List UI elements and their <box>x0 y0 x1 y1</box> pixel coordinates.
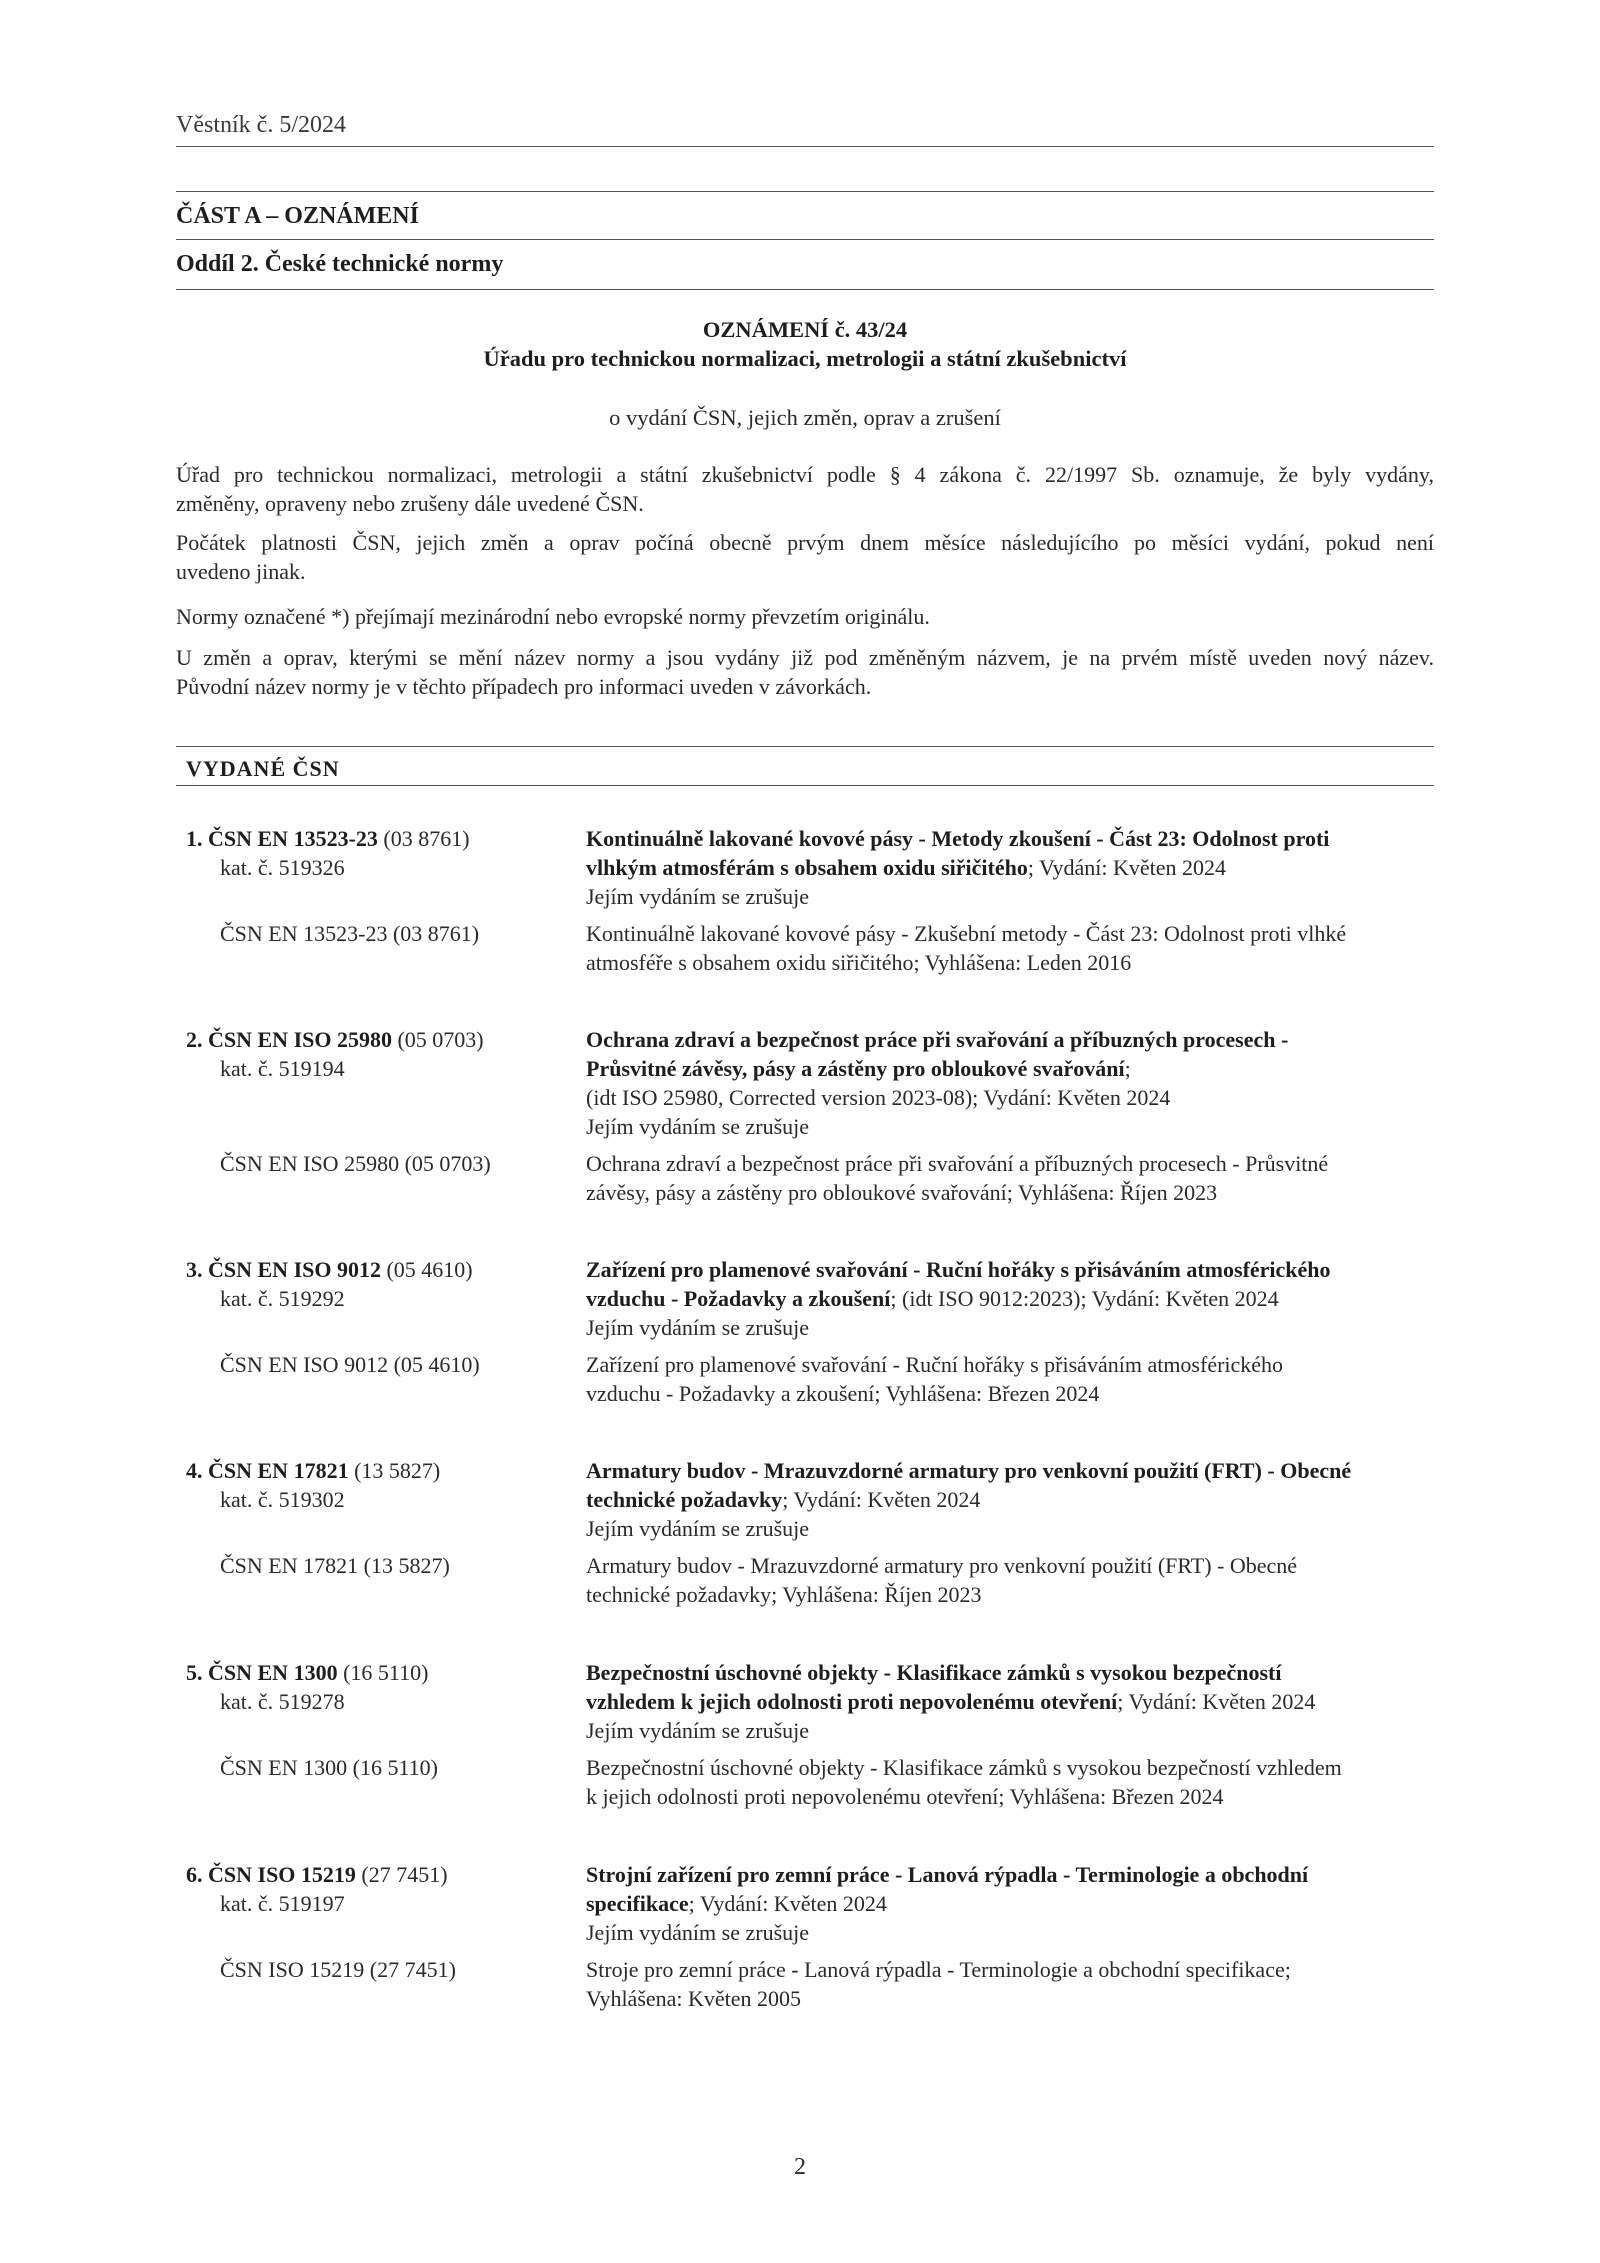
standard-title: vzduchu - Požadavky a zkoušení <box>586 1286 891 1311</box>
replaced-standard-details <box>586 1955 1434 2013</box>
standard-details <box>586 1025 1434 1141</box>
standard-number-line <box>186 1860 576 1889</box>
replaced-standard-details <box>586 1551 1434 1609</box>
cancellation-note: Jejím vydáním se zrušuje <box>586 1516 810 1541</box>
standard-title: Kontinuálně lakované kovové pásy - Metody zkoušení - Část 23: Odolnost proti <box>586 826 1330 851</box>
replaced-standard-id: ČSN EN 17821 (13 5827) <box>220 1553 450 1578</box>
announcement-authority: Úřadu pro technickou normalizaci, metrologii a státní zkušebnictví <box>483 346 1127 371</box>
replaced-standard-id: ČSN ISO 15219 (27 7451) <box>220 1957 456 1982</box>
cancellation-note: Jejím vydáním se zrušuje <box>586 1114 810 1139</box>
issue-info: ; Vydání: Květen 2024 <box>1027 855 1227 880</box>
standard-title: vzhledem k jejich odolnosti proti nepovolenému otevření <box>586 1689 1118 1714</box>
standard-id <box>186 1658 576 1716</box>
title-line <box>586 1860 1434 1889</box>
standard-number: 3. ČSN EN ISO 9012 <box>186 1257 381 1282</box>
standard-details <box>586 1255 1434 1342</box>
title-line <box>586 1255 1434 1284</box>
replaced-title-line: technické požadavky; Vyhlášena: Říjen 2023 <box>586 1582 982 1607</box>
paragraph-line: uvedeno jinak. <box>176 559 306 584</box>
standard-number: 1. ČSN EN 13523-23 <box>186 826 378 851</box>
replaced-standard-details <box>586 1149 1434 1207</box>
issue-info: (idt ISO 25980, Corrected version 2023-08); Vydání: Květen 2024 <box>586 1085 1171 1110</box>
title-line <box>586 1284 1434 1313</box>
replaced-title-line: Zařízení pro plamenové svařování - Ruční hořáky s přisáváním atmosférického <box>586 1352 1284 1377</box>
divider <box>176 785 1434 786</box>
replaced-title-line: k jejich odolnosti proti nepovolenému otevření; Vyhlášena: Březen 2024 <box>586 1784 1224 1809</box>
standard-number: 4. ČSN EN 17821 <box>186 1458 349 1483</box>
cancellation-note: Jejím vydáním se zrušuje <box>586 1315 810 1340</box>
replaced-standard-details <box>586 919 1434 977</box>
title-line <box>586 1687 1434 1716</box>
paragraph-line: U změn a oprav, kterými se mění název normy a jsou vydány již pod změněným názvem, je na prvém místě uveden nový název. <box>176 645 1434 670</box>
page-number: 2 <box>794 2154 806 2180</box>
standard-code: (05 0703) <box>391 1027 484 1052</box>
announcement-subject: o vydání ČSN, jejich změn, oprav a zrušení <box>609 405 1001 430</box>
standard-number-line <box>186 1255 576 1284</box>
catalog-number: kat. č. 519326 <box>220 855 345 880</box>
replaced-standard-details <box>586 1350 1434 1408</box>
cancellation-note: Jejím vydáním se zrušuje <box>586 1920 810 1945</box>
replaced-title-line: Stroje pro zemní práce - Lanová rýpadla - Terminologie a obchodní specifikace; <box>586 1957 1291 1982</box>
standard-code: (03 8761) <box>377 826 470 851</box>
replaced-title-line: Kontinuálně lakované kovové pásy - Zkušební metody - Část 23: Odolnost proti vlhké <box>586 921 1347 946</box>
issue-info: ; <box>1124 1056 1131 1081</box>
header-rule <box>176 146 1434 147</box>
standard-details <box>586 1456 1434 1543</box>
cancellation-note: Jejím vydáním se zrušuje <box>586 884 810 909</box>
intro-paragraph <box>176 602 1434 631</box>
announcement-number: OZNÁMENÍ č. 43/24 <box>702 317 908 342</box>
standard-details <box>586 1658 1434 1745</box>
issue-info: ; (idt ISO 9012:2023); Vydání: Květen 2024 <box>890 1286 1279 1311</box>
divider <box>176 191 1434 192</box>
standard-title: Bezpečnostní úschovné objekty - Klasifikace zámků s vysokou bezpečností <box>586 1660 1282 1685</box>
replaced-standard-id: ČSN EN 1300 (16 5110) <box>220 1755 438 1780</box>
standard-code: (16 5110) <box>337 1660 429 1685</box>
standard-id <box>186 1025 576 1083</box>
replaced-title-line: Armatury budov - Mrazuvzdorné armatury pro venkovní použití (FRT) - Obecné <box>586 1553 1298 1578</box>
standard-details <box>586 824 1434 911</box>
standard-title: vlhkým atmosférám s obsahem oxidu siřičitého <box>586 855 1028 880</box>
catalog-number: kat. č. 519194 <box>220 1056 345 1081</box>
intro-paragraph <box>176 528 1434 586</box>
paragraph-line: Počátek platnosti ČSN, jejich změn a oprav počíná obecně prvým dnem měsíce následujícího po měsíci vydání, pokud není <box>176 530 1434 555</box>
divider <box>176 746 1434 747</box>
replaced-title-line: Ochrana zdraví a bezpečnost práce při svařování a příbuzných procesech - Průsvitné <box>586 1151 1329 1176</box>
standard-title: specifikace <box>586 1891 689 1916</box>
catalog-number: kat. č. 519197 <box>220 1891 345 1916</box>
journal-header: Věstník č. 5/2024 <box>176 112 346 138</box>
title-line <box>586 1658 1434 1687</box>
replaced-standard-id: ČSN EN ISO 9012 (05 4610) <box>220 1352 480 1377</box>
issue-info: ; Vydání: Květen 2024 <box>688 1891 887 1916</box>
replaced-title-line: závěsy, pásy a zástěny pro obloukové svařování; Vyhlášena: Říjen 2023 <box>586 1180 1218 1205</box>
standard-number-line <box>186 824 576 853</box>
title-line <box>586 1025 1434 1054</box>
issued-heading: VYDANÉ ČSN <box>186 756 340 781</box>
standard-id <box>186 824 576 882</box>
paragraph-line: Původní název normy je v těchto případech pro informaci uveden v závorkách. <box>176 674 872 699</box>
replaced-standard-details <box>586 1753 1434 1811</box>
title-line <box>586 1054 1434 1083</box>
catalog-number: kat. č. 519278 <box>220 1689 345 1714</box>
standard-title: Ochrana zdraví a bezpečnost práce při svařování a příbuzných procesech - <box>586 1027 1289 1052</box>
division-title: Oddíl 2. České technické normy <box>176 251 504 277</box>
replaced-title-line: vzduchu - Požadavky a zkoušení; Vyhlášena: Březen 2024 <box>586 1381 1100 1406</box>
standard-title: technické požadavky <box>586 1487 783 1512</box>
standard-id <box>186 1860 576 1918</box>
standard-code: (05 4610) <box>380 1257 473 1282</box>
standard-number-line <box>186 1456 576 1485</box>
part-title: ČÁST A – OZNÁMENÍ <box>176 203 419 229</box>
standard-title: Strojní zařízení pro zemní práce - Lanová rýpadla - Terminologie a obchodní <box>586 1862 1309 1887</box>
intro-paragraph <box>176 643 1434 701</box>
replaced-title-line: Bezpečnostní úschovné objekty - Klasifikace zámků s vysokou bezpečností vzhledem <box>586 1755 1342 1780</box>
title-line <box>586 853 1434 882</box>
cancellation-note: Jejím vydáním se zrušuje <box>586 1718 810 1743</box>
standard-details <box>586 1860 1434 1947</box>
replaced-title-line: atmosféře s obsahem oxidu siřičitého; Vyhlášena: Leden 2016 <box>586 950 1132 975</box>
standard-number: 5. ČSN EN 1300 <box>186 1660 338 1685</box>
standard-number-line <box>186 1025 576 1054</box>
issue-info: ; Vydání: Květen 2024 <box>782 1487 981 1512</box>
title-line <box>586 824 1434 853</box>
replaced-standard-id: ČSN EN 13523-23 (03 8761) <box>220 921 480 946</box>
standard-number: 2. ČSN EN ISO 25980 <box>186 1027 392 1052</box>
standard-title: Armatury budov - Mrazuvzdorné armatury pro venkovní použití (FRT) - Obecné <box>586 1458 1352 1483</box>
catalog-number: kat. č. 519302 <box>220 1487 345 1512</box>
divider <box>176 289 1434 290</box>
standard-number: 6. ČSN ISO 15219 <box>186 1862 356 1887</box>
divider <box>176 239 1434 240</box>
paragraph-line: Normy označené *) přejímají mezinárodní nebo evropské normy převzetím originálu. <box>176 604 930 629</box>
title-line <box>586 1485 1434 1514</box>
standard-title: Zařízení pro plamenové svařování - Ruční hořáky s přisáváním atmosférického <box>586 1257 1331 1282</box>
standard-code: (27 7451) <box>355 1862 448 1887</box>
intro-paragraph <box>176 460 1434 518</box>
replaced-standard-id: ČSN EN ISO 25980 (05 0703) <box>220 1151 491 1176</box>
standard-number-line <box>186 1658 576 1687</box>
replaced-title-line: Vyhlášena: Květen 2005 <box>586 1986 802 2011</box>
paragraph-line: Úřad pro technickou normalizaci, metrologii a státní zkušebnictví podle § 4 zákona č. 22/1997 Sb. oznamuje, že byly vydány, <box>176 462 1434 487</box>
title-line <box>586 1456 1434 1485</box>
title-line <box>586 1889 1434 1918</box>
standard-title: Průsvitné závěsy, pásy a zástěny pro obloukové svařování <box>586 1056 1125 1081</box>
standard-id <box>186 1456 576 1514</box>
catalog-number: kat. č. 519292 <box>220 1286 345 1311</box>
standard-code: (13 5827) <box>348 1458 441 1483</box>
paragraph-line: změněny, opraveny nebo zrušeny dále uvedené ČSN. <box>176 491 644 516</box>
issue-info: ; Vydání: Květen 2024 <box>1117 1689 1316 1714</box>
standard-id <box>186 1255 576 1313</box>
